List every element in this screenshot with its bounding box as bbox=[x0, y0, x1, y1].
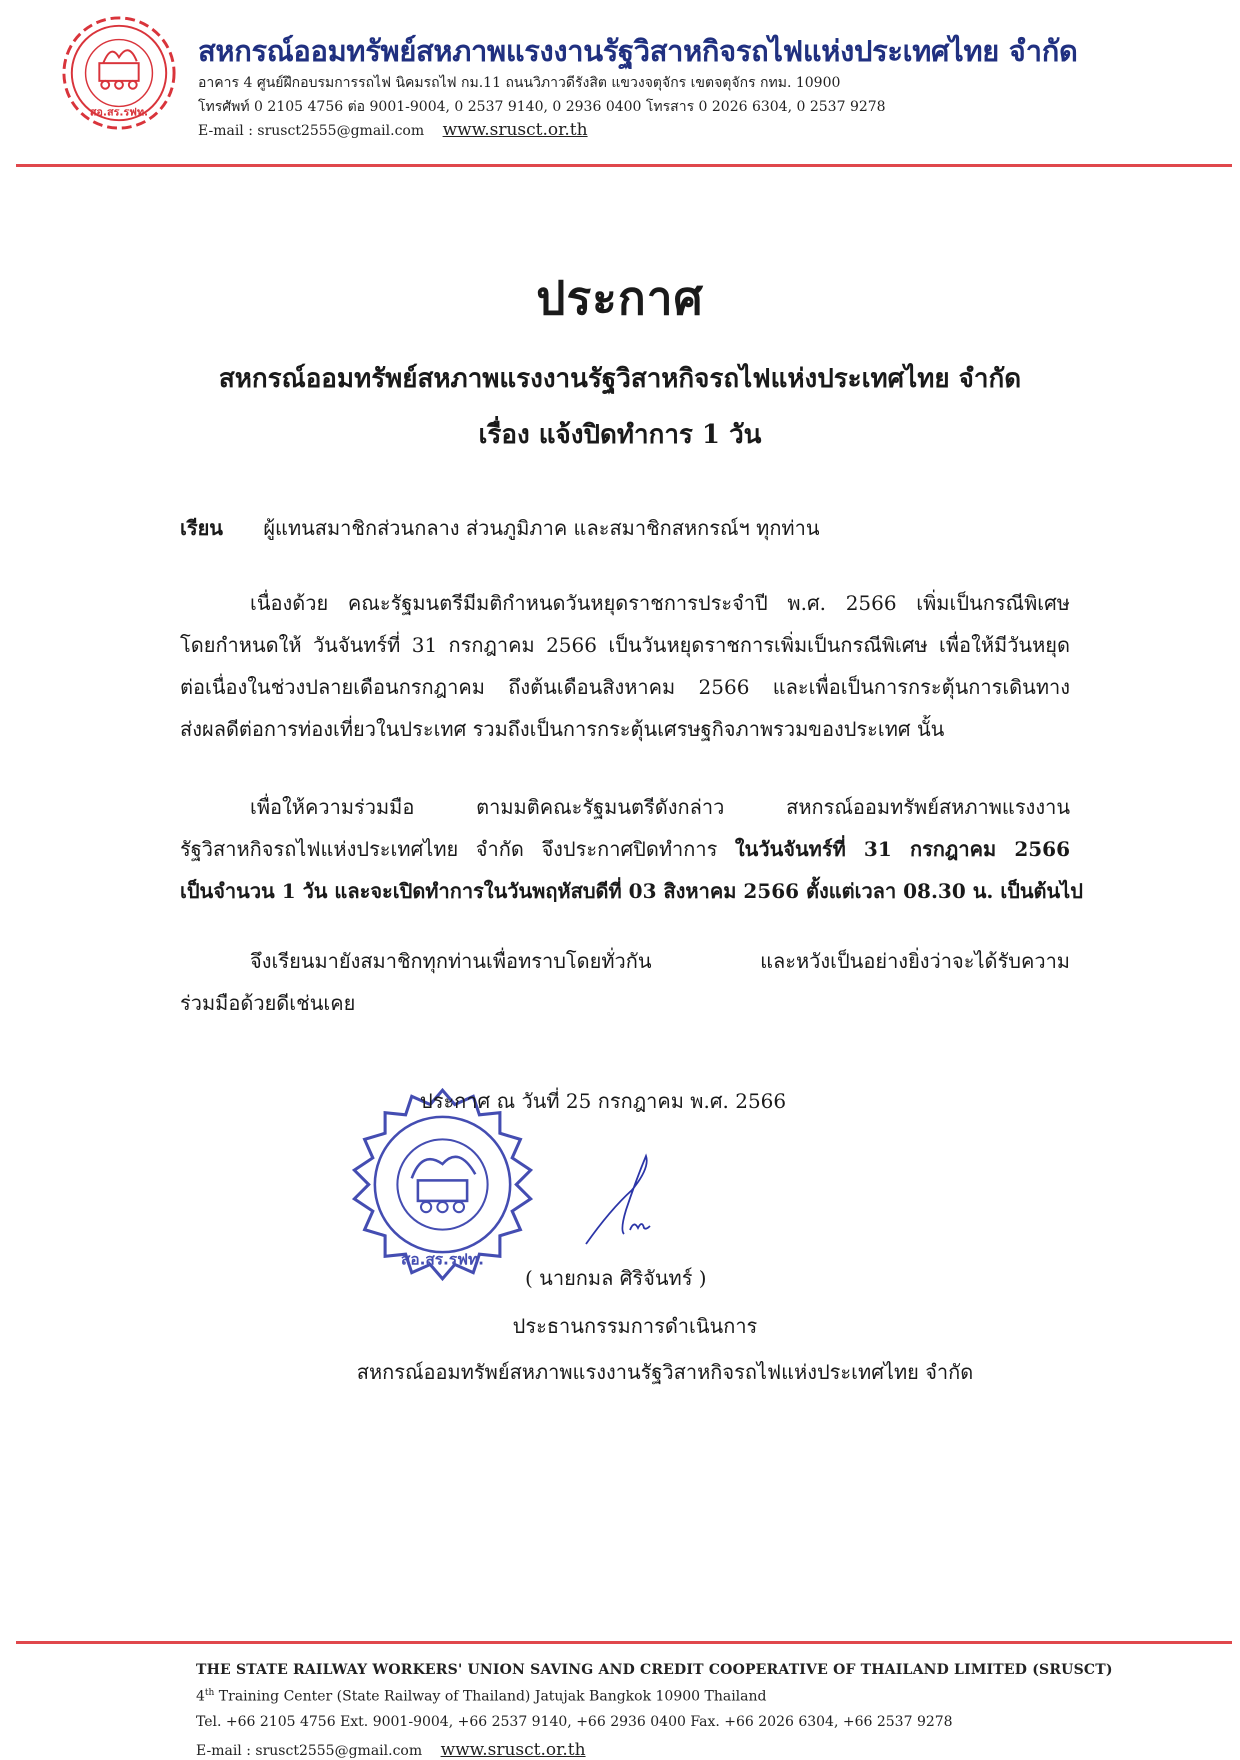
letterhead-contact bbox=[198, 120, 588, 140]
footer-phone: Tel. +66 2105 4756 Ext. 9001-9004, +66 2537 9140, +66 2936 0400 Fax. +66 2026 6304, +66 2537 9278 bbox=[196, 1714, 953, 1730]
footer-address-suffix: th bbox=[204, 1688, 215, 1698]
handwritten-signature bbox=[580, 1150, 690, 1250]
reopening-notice: เป็นจำนวน 1 วัน และจะเปิดทำการในวันพฤหัสบดีที่ 03 สิงหาคม 2566 ตั้งแต่เวลา 08.30 น. เป็นต้นไป bbox=[180, 879, 1083, 903]
document-title: ประกาศ bbox=[536, 271, 704, 325]
header-divider bbox=[16, 164, 1232, 167]
seal-text: สอ.สร.รฟท. bbox=[401, 1250, 484, 1269]
paragraph-1-line: ส่งผลดีต่อการท่องเที่ยวในประเทศ รวมถึงเป็นการกระตุ้นเศรษฐกิจภาพรวมของประเทศ นั้น bbox=[180, 717, 945, 741]
closing-date: ในวันจันทร์ที่ 31 กรกฎาคม 2566 bbox=[734, 837, 1070, 861]
footer-address-number: 4 bbox=[196, 1688, 205, 1705]
paragraph-2-text: รัฐวิสาหกิจรถไฟแห่งประเทศไทย จำกัด จึงประกาศปิดทำการ bbox=[180, 837, 735, 861]
cooperative-logo bbox=[60, 14, 178, 132]
letterhead-website-link[interactable]: www.srusct.or.th bbox=[442, 120, 588, 140]
document-org-line: สหกรณ์ออมทรัพย์สหภาพแรงงานรัฐวิสาหกิจรถไฟแห่งประเทศไทย จำกัด bbox=[218, 364, 1022, 394]
announcement-date: ประกาศ ณ วันที่ 25 กรกฎาคม พ.ศ. 2566 bbox=[420, 1089, 787, 1113]
footer-org-name: THE STATE RAILWAY WORKERS' UNION SAVING AND CREDIT COOPERATIVE OF THAILAND LIMITED (SRUSCT) bbox=[196, 1662, 1113, 1678]
paragraph-1-line: ต่อเนื่องในช่วงปลายเดือนกรกฎาคม ถึงต้นเดือนสิงหาคม 2566 และเพื่อเป็นการกระตุ้นการเดินทาง bbox=[180, 675, 1070, 699]
letterhead-org-name: สหกรณ์ออมทรัพย์สหภาพแรงงานรัฐวิสาหกิจรถไฟแห่งประเทศไทย จำกัด bbox=[198, 34, 1078, 68]
document-subject: เรื่อง แจ้งปิดทำการ 1 วัน bbox=[478, 420, 762, 450]
footer-divider bbox=[16, 1641, 1232, 1644]
letterhead-address: อาคาร 4 ศูนย์ฝึกอบรมการรถไฟ นิคมรถไฟ กม.11 ถนนวิภาวดีรังสิต แขวงจตุจักร เขตจตุจักร กทม. 10900 bbox=[198, 75, 841, 91]
paragraph-3-line: ร่วมมือด้วยดีเช่นเคย bbox=[180, 991, 356, 1015]
signer-organization: สหกรณ์ออมทรัพย์สหภาพแรงงานรัฐวิสาหกิจรถไฟแห่งประเทศไทย จำกัด bbox=[356, 1360, 974, 1384]
logo-text: สอ.สร.รฟท. bbox=[89, 105, 149, 119]
letterhead-email: E-mail : srusct2555@gmail.com bbox=[198, 123, 425, 139]
signer-position: ประธานกรรมการดำเนินการ bbox=[512, 1314, 758, 1338]
footer-contact bbox=[196, 1740, 586, 1760]
footer-address-text: Training Center (State Railway of Thailand) Jatujak Bangkok 10900 Thailand bbox=[214, 1688, 767, 1705]
paragraph-3 bbox=[180, 940, 1070, 1024]
footer-email: E-mail : srusct2555@gmail.com bbox=[196, 1743, 423, 1759]
paragraph-1 bbox=[180, 582, 1070, 750]
salutation-label: เรียน bbox=[180, 516, 223, 540]
signer-name: ( นายกมล ศิริจันทร์ ) bbox=[525, 1266, 707, 1290]
paragraph-1-line: เนื่องด้วย คณะรัฐมนตรีมีมติกำหนดวันหยุดราชการประจำปี พ.ศ. 2566 เพิ่มเป็นกรณีพิเศษ bbox=[250, 591, 1070, 615]
paragraph-2-line: เพื่อให้ความร่วมมือ ตามมติคณะรัฐมนตรีดังกล่าว สหกรณ์ออมทรัพย์สหภาพแรงงาน bbox=[250, 795, 1070, 819]
paragraph-1-line: โดยกำหนดให้ วันจันทร์ที่ 31 กรกฎาคม 2566 เป็นวันหยุดราชการเพิ่มเป็นกรณีพิเศษ เพื่อให้มีวันหยุด bbox=[180, 633, 1070, 657]
paragraph-3-line: จึงเรียนมายังสมาชิกทุกท่านเพื่อทราบโดยทั่วกัน และหวังเป็นอย่างยิ่งว่าจะได้รับความ bbox=[250, 949, 1070, 973]
paragraph-2-line bbox=[180, 828, 1070, 870]
letterhead-phone: โทรศัพท์ 0 2105 4756 ต่อ 9001-9004, 0 2537 9140, 0 2936 0400 โทรสาร 0 2026 6304, 0 2537 9278 bbox=[198, 99, 886, 115]
footer-address bbox=[196, 1688, 766, 1705]
footer-website-link[interactable]: www.srusct.or.th bbox=[440, 1740, 586, 1760]
salutation bbox=[180, 512, 820, 544]
paragraph-2 bbox=[180, 786, 1083, 912]
salutation-text: ผู้แทนสมาชิกส่วนกลาง ส่วนภูมิภาค และสมาชิกสหกรณ์ฯ ทุกท่าน bbox=[263, 516, 820, 540]
